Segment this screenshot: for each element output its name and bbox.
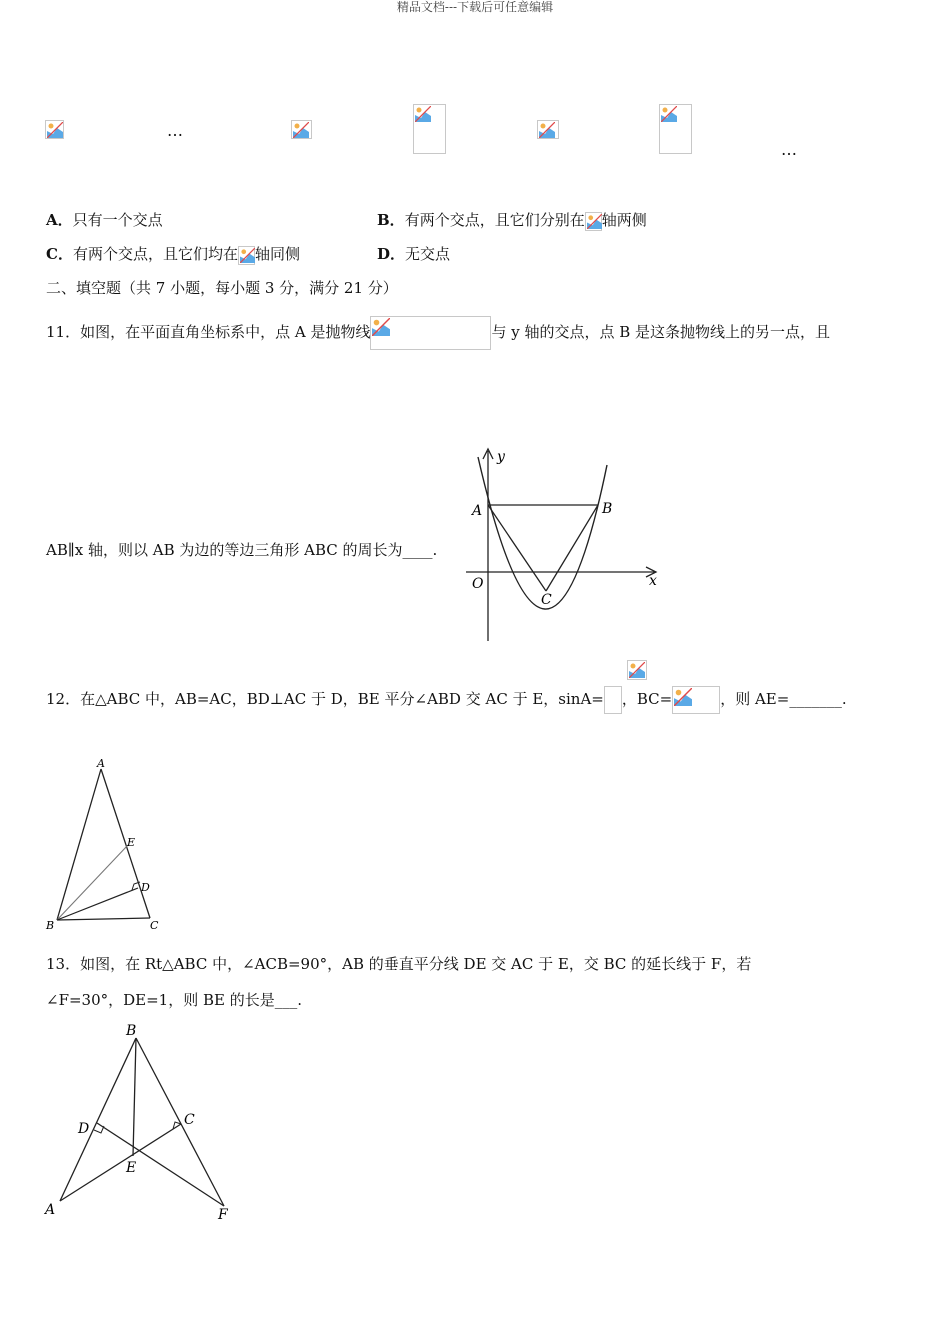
broken-image-icon <box>45 120 64 139</box>
segment-df <box>97 1123 224 1206</box>
q12-line <box>46 686 847 714</box>
section-title: 二、填空题（共 7 小题，每小题 3 分，满分 21 分） <box>46 279 398 297</box>
option-a-label: A． <box>46 211 73 229</box>
label-e: E <box>126 1160 137 1176</box>
label-d: D <box>141 881 150 894</box>
option-d <box>377 244 450 264</box>
ellipsis-1: … <box>167 121 183 140</box>
label-c: C <box>150 919 159 932</box>
q11-parabola-figure <box>460 445 670 645</box>
label-a: A <box>97 757 105 770</box>
q11-text-1: 11．如图，在平面直角坐标系中，点 A 是抛物线 <box>46 323 371 341</box>
label-o: O <box>472 576 484 592</box>
broken-image-icon <box>238 246 255 265</box>
sin-numerator-image <box>627 659 647 680</box>
q13-triangle-figure <box>40 1020 240 1230</box>
formula-image-3 <box>413 104 446 154</box>
q11-line2: AB∥x 轴，则以 AB 为边的等边三角形 ABC 的周长为____. <box>46 541 438 559</box>
broken-image-icon <box>585 212 602 231</box>
option-c-text-2: 轴同侧 <box>254 245 300 263</box>
broken-image-icon <box>537 120 559 139</box>
formula-image-5 <box>659 104 692 154</box>
formula-image-1 <box>45 119 64 139</box>
q12-text-1: 12．在△ABC 中，AB=AC，BD⊥AC 于 D，BE 平分∠ABD 交 AC 于 E，sinA= <box>46 690 604 708</box>
option-c <box>46 244 300 265</box>
option-d-text: 无交点 <box>405 245 451 263</box>
formula-image-4 <box>537 119 559 139</box>
label-b: B <box>602 501 613 517</box>
broken-image-icon <box>659 104 692 154</box>
label-e: E <box>127 836 136 849</box>
segment-bc <box>546 505 598 591</box>
q11-line1 <box>46 316 830 350</box>
label-y: y <box>497 449 505 465</box>
broken-image-icon <box>627 660 647 680</box>
label-c: C <box>184 1112 195 1128</box>
label-b: B <box>46 919 55 932</box>
label-f: F <box>218 1207 228 1223</box>
option-c-label: C． <box>46 245 73 263</box>
option-b-text-2: 轴两侧 <box>601 211 647 229</box>
segment-bf <box>136 1038 224 1206</box>
label-c: C <box>541 592 552 608</box>
option-b-text-1: 有两个交点，且它们分别在 <box>404 211 585 229</box>
page-header: 精品文档---下载后可任意编辑 <box>396 0 554 14</box>
segment-be <box>133 1038 136 1156</box>
broken-image-icon <box>672 686 720 714</box>
sin-denominator-box <box>604 686 622 714</box>
q12-text-3: ，则 AE=_______. <box>720 690 847 708</box>
option-c-text-1: 有两个交点，且它们均在 <box>72 245 238 263</box>
option-b <box>377 210 647 231</box>
label-b: B <box>126 1023 137 1039</box>
q11-text-2: 与 y 轴的交点，点 B 是这条抛物线上的另一点，且 <box>491 323 831 341</box>
q13-line1: 13．如图，在 Rt△ABC 中，∠ACB=90°，AB 的垂直平分线 DE 交 AC 于 E，交 BC 的延长线于 F，若 <box>46 955 752 973</box>
broken-image-icon <box>291 120 312 139</box>
segment-ac <box>101 769 150 918</box>
label-x: x <box>649 573 657 589</box>
q12-text-2: ，BC= <box>621 690 673 708</box>
option-b-label: B． <box>377 211 405 229</box>
segment-ac <box>488 505 546 591</box>
segment-bc <box>57 918 150 920</box>
broken-image-icon <box>370 316 491 350</box>
label-a: A <box>472 503 483 519</box>
q12-triangle-figure <box>40 755 170 935</box>
q13-line2: ∠F=30°，DE=1，则 BE 的长是___. <box>46 991 302 1009</box>
ellipsis-2: … <box>781 140 797 159</box>
segment-bd <box>57 888 138 920</box>
option-a <box>46 210 163 230</box>
label-a: A <box>45 1202 56 1218</box>
broken-image-icon <box>413 104 446 154</box>
option-d-label: D． <box>377 245 406 263</box>
label-d: D <box>78 1121 90 1137</box>
option-a-text: 只有一个交点 <box>72 211 163 229</box>
formula-image-2 <box>291 119 312 139</box>
